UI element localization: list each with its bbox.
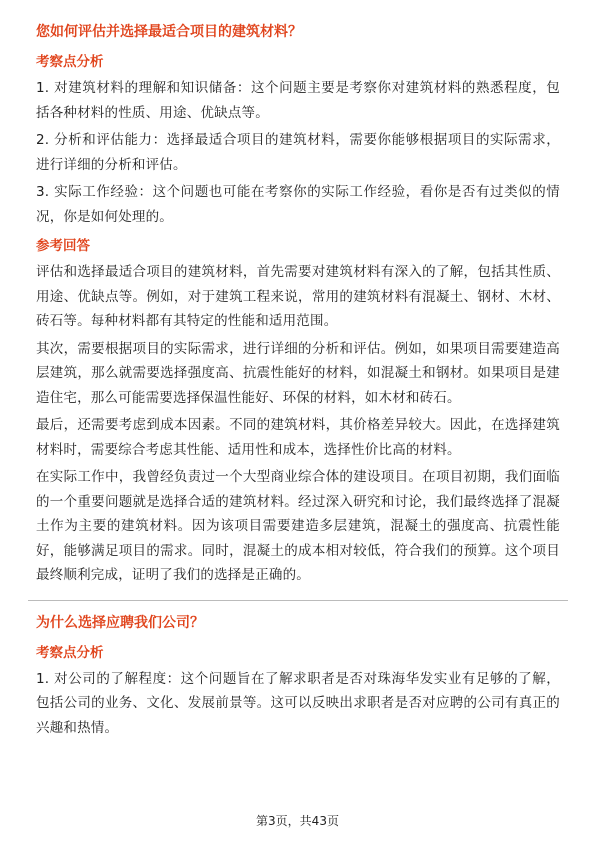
analysis-point: 1. 对公司的了解程度：这个问题旨在了解求职者是否对珠海华发实业有足够的了解，包括公司的业务、文化、发展前景等。这可以反映出求职者是否对应聘的公司有真正的兴趣和热情。 — [36, 670, 560, 736]
page-number-footer: 第3页，共43页 — [256, 814, 339, 828]
analysis-point: 1. 对建筑材料的理解和知识储备：这个问题主要是考察你对建筑材料的熟悉程度，包括各种材料的性质、用途、优缺点等。 — [36, 80, 560, 121]
answer-paragraph: 其次，需要根据项目的实际需求，进行详细的分析和评估。例如，如果项目需要建造高层建筑，那么就需要选择强度高、抗震性能好的材料，如混凝土和钢材。如果项目是建造住宅，那么可能需要选择保温性能好、环保的材料，如木材和砖石。 — [36, 340, 560, 406]
answer-paragraph: 在实际工作中，我曾经负责过一个大型商业综合体的建设项目。在项目初期，我们面临的一个重要问题就是选择合适的建筑材料。经过深入研究和讨论，我们最终选择了混凝土作为主要的建筑材料。因为该项目需要建造多层建筑，混凝土的强度高、抗震性能好，能够满足项目的需求。同时，混凝土的成本相对较低，符合我们的预算。这个项目最终顺利完成，证明了我们的选择是正确的。 — [36, 469, 560, 583]
question-title-2: 为什么选择应聘我们公司？ — [36, 614, 204, 631]
analysis-point: 3. 实际工作经验：这个问题也可能在考察你的实际工作经验，看你是否有过类似的情况，你是如何处理的。 — [36, 184, 560, 225]
answer-paragraph: 最后，还需要考虑到成本因素。不同的建筑材料，其价格差异较大。因此，在选择建筑材料时，需要综合考虑其性能、适用性和成本，选择性价比高的材料。 — [36, 417, 560, 458]
analysis-heading-2: 考察点分析 — [36, 644, 104, 661]
analysis-heading-1: 考察点分析 — [36, 54, 104, 70]
page-content — [36, 22, 560, 743]
question-title-1: 您如何评估并选择最适合项目的建筑材料？ — [36, 24, 302, 40]
analysis-point: 2. 分析和评估能力：选择最适合项目的建筑材料，需要你能够根据项目的实际需求，进行详细的分析和评估。 — [36, 132, 560, 173]
section-divider — [28, 600, 568, 601]
answer-paragraph: 评估和选择最适合项目的建筑材料，首先需要对建筑材料有深入的了解，包括其性质、用途、优缺点等。例如，对于建筑工程来说，常用的建筑材料有混凝土、钢材、木材、砖石等。每种材料都有其特定的性能和适用范围。 — [36, 264, 560, 329]
answer-heading-1: 参考回答 — [36, 238, 90, 254]
